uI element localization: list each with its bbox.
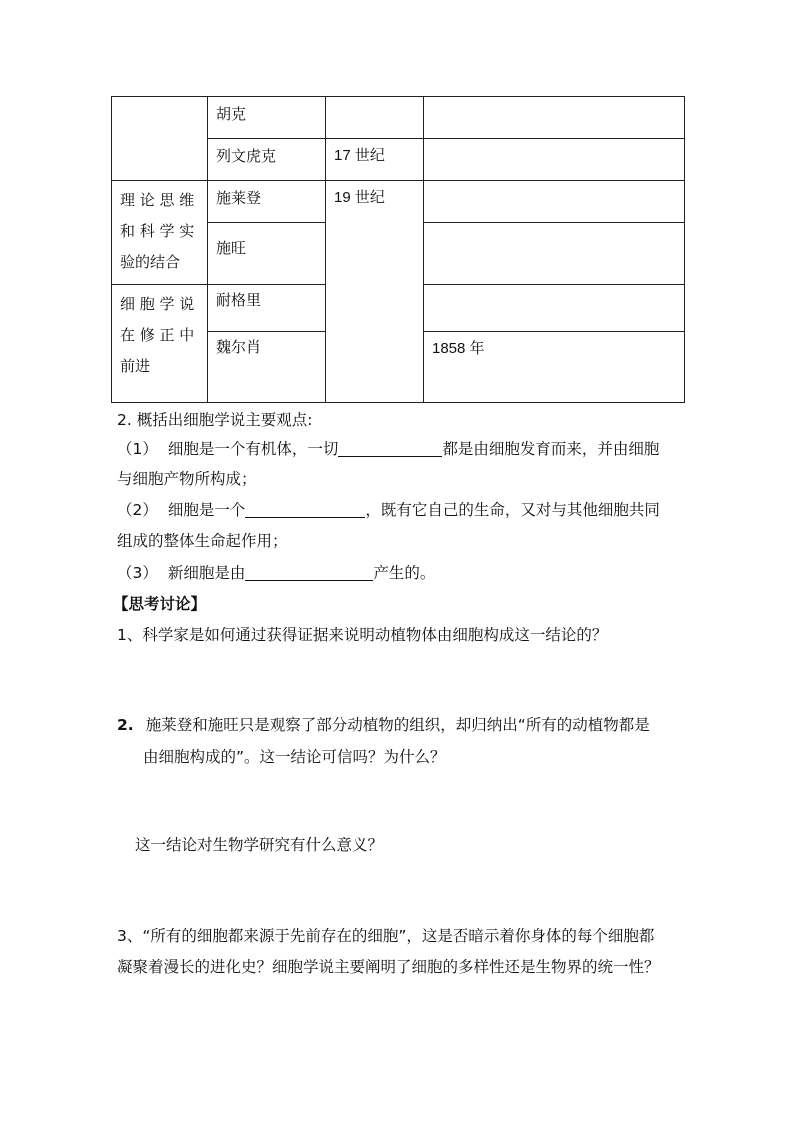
point-number: （2） — [117, 501, 158, 519]
stage-text-line: 和 科 学 实 — [120, 222, 195, 240]
point-text: 产生的。 — [373, 564, 436, 582]
stage-cell — [112, 181, 208, 285]
stage-cell-empty — [112, 97, 208, 181]
point-text: 新细胞是由 — [167, 564, 246, 582]
note-cell — [424, 223, 685, 285]
point-2-line — [117, 498, 660, 520]
point-2-continuation: 组成的整体生命起作用； — [117, 532, 288, 550]
question-2-heading: 2. 概括出细胞学说主要观点: — [117, 411, 313, 429]
fill-in-blank[interactable] — [245, 564, 373, 581]
discussion-heading: 【思考讨论】 — [113, 595, 207, 613]
person-cell: 胡克 — [208, 97, 326, 139]
stage-text-line: 理 论 思 维 — [120, 191, 195, 209]
person-cell: 魏尔肖 — [208, 332, 326, 403]
discussion-question-2-followup: 这一结论对生物学研究有什么意义？ — [135, 836, 384, 854]
person-cell: 施莱登 — [208, 181, 326, 223]
discussion-question-2-continuation: 由细胞构成的”。这一结论可信吗？为什么？ — [143, 748, 446, 766]
stage-cell — [112, 285, 208, 403]
discussion-question-1: 1、科学家是如何通过获得证据来说明动植物体由细胞构成这一结论的？ — [117, 626, 608, 644]
person-cell: 耐格里 — [208, 285, 326, 332]
stage-text-line: 验的结合 — [120, 253, 181, 271]
stage-text-line: 细 胞 学 说 — [120, 295, 195, 313]
question-text: 施莱登和施旺只是观察了部分动植物的组织，却归纳出“所有的动植物都是 — [145, 716, 650, 734]
table-row — [112, 97, 685, 139]
point-1-continuation: 与细胞产物所构成； — [117, 470, 257, 488]
point-text: 细胞是一个有机体，一切 — [167, 440, 339, 458]
stage-text-line: 在 修 正 中 — [120, 326, 195, 344]
person-cell: 施旺 — [208, 223, 326, 285]
table-row — [112, 181, 685, 223]
stage-text-line: 前进 — [120, 357, 151, 375]
point-text: 都是由细胞发育而来，并由细胞 — [442, 440, 660, 458]
cell-theory-history-table — [111, 96, 685, 403]
time-cell — [326, 97, 424, 139]
time-cell: 19 世纪 — [326, 181, 424, 403]
point-3-line — [117, 561, 435, 583]
discussion-question-3: 3、“所有的细胞都来源于先前存在的细胞”，这是否暗示着你身体的每个细胞都 — [117, 927, 655, 945]
point-number: （1） — [117, 440, 158, 458]
discussion-question-2 — [117, 713, 650, 735]
point-text: ，既有它自己的生命，又对与其他细胞共同 — [365, 501, 660, 519]
time-cell: 17 世纪 — [326, 139, 424, 181]
point-1-line — [117, 437, 659, 459]
point-text: 细胞是一个 — [167, 501, 246, 519]
discussion-question-3-continuation: 凝聚着漫长的进化史？细胞学说主要阐明了细胞的多样性还是生物界的统一性？ — [117, 958, 660, 976]
time-cell: 1858 年 — [424, 332, 685, 403]
note-cell — [424, 97, 685, 139]
fill-in-blank[interactable] — [245, 501, 365, 518]
point-number: （3） — [117, 564, 158, 582]
note-cell — [424, 181, 685, 223]
person-cell: 列文虎克 — [208, 139, 326, 181]
note-cell — [424, 139, 685, 181]
question-number: 2. — [117, 716, 134, 734]
note-cell — [424, 285, 685, 332]
fill-in-blank[interactable] — [338, 440, 442, 457]
